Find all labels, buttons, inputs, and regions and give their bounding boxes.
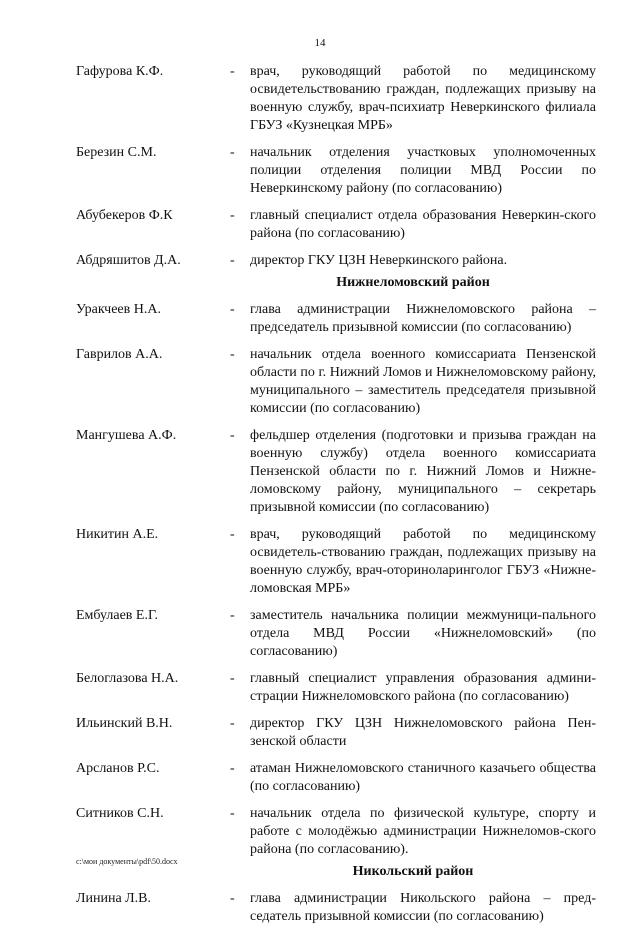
dash-separator: - [230, 64, 235, 79]
member-position: директор ГКУ ЦЗН Нижнеломовского района Пен-зенской области [250, 716, 596, 749]
member-name: Белоглазова Н.А. [76, 671, 179, 686]
dash-separator: - [230, 145, 235, 160]
member-name: Абдряшитов Д.А. [76, 253, 181, 268]
member-position: глава администрации Никольского района – пред-седатель призывной комиссии (по согласованию) [250, 891, 596, 924]
dash-separator: - [230, 527, 235, 542]
member-position: врач, руководящий работой по медицинскому освидетельствованию граждан, подлежащих призыву на военную службу, врач-психиатр Неверкинского филиала ГБУЗ «Кузнецкая МРБ» [250, 64, 596, 133]
member-name: Никитин А.Е. [76, 527, 159, 542]
member-name: Уракчеев Н.А. [76, 302, 161, 317]
member-position: главный специалист отдела образования Неверкин-ского района (по согласованию) [250, 208, 596, 241]
member-row [76, 890, 596, 926]
member-row [76, 252, 596, 270]
member-name: Гаврилов А.А. [76, 347, 163, 362]
commission-member-list [76, 63, 596, 935]
member-name: Гафурова К.Ф. [76, 64, 164, 79]
member-row [76, 607, 596, 661]
member-row [76, 526, 596, 598]
member-position: главный специалист управления образования админи-страции Нижнеломовского района (по согласованию) [250, 671, 596, 704]
dash-separator: - [230, 806, 235, 821]
page-number: 14 [314, 37, 326, 49]
member-row [76, 63, 596, 135]
dash-separator: - [230, 428, 235, 443]
member-row [76, 715, 596, 751]
member-row [76, 427, 596, 517]
member-name: Линина Л.В. [76, 891, 152, 906]
member-name: Абубекеров Ф.К [76, 208, 173, 223]
member-position: глава администрации Нижнеломовского района – председатель призывной комиссии (по согласованию) [250, 302, 596, 335]
member-row [76, 805, 596, 859]
member-position: начальник отделения участковых уполномоченных полиции отделения полиции МВД России по Неверкинскому району (по согласованию) [250, 145, 596, 196]
dash-separator: - [230, 716, 235, 731]
member-name: Ильинский В.Н. [76, 716, 173, 731]
member-row [76, 301, 596, 337]
dash-separator: - [230, 347, 235, 362]
member-position: начальник отдела военного комиссариата Пензенской области по г. Нижний Ломов и Нижнеломовскому району, муниципального – заместитель председателя призывной комиссии (по согласованию) [250, 347, 596, 416]
member-name: Березин С.М. [76, 145, 157, 160]
member-row [76, 207, 596, 243]
district-heading: Нижнеломовский район [336, 275, 490, 290]
member-position: фельдшер отделения (подготовки и призыва граждан на военную службу) отдела военного комиссариата Пензенской области по г. Нижний Ломов и Нижне-ломовскому району, муниципального – секретарь призывной комиссии (по согласованию) [250, 428, 596, 515]
dash-separator: - [230, 253, 235, 268]
dash-separator: - [230, 891, 235, 906]
member-row [76, 346, 596, 418]
dash-separator: - [230, 608, 235, 623]
member-row [76, 760, 596, 796]
footer-file-path: c:\мои документы\pdf\50.docx [76, 857, 178, 866]
member-name: Ситников С.Н. [76, 806, 164, 821]
dash-separator: - [230, 208, 235, 223]
member-position: директор ГКУ ЦЗН Неверкинского района. [250, 253, 508, 268]
member-row [76, 144, 596, 198]
member-row [76, 670, 596, 706]
district-heading: Никольский район [352, 864, 474, 879]
member-name: Арсланов Р.С. [76, 761, 160, 776]
dash-separator: - [230, 671, 235, 686]
member-position: врач, руководящий работой по медицинскому освидетель-ствованию граждан, подлежащих призыву на военную службу, врач-оториноларинголог ГБУЗ «Нижне-ломовская МРБ» [250, 527, 596, 596]
dash-separator: - [230, 302, 235, 317]
member-name: Ембулаев Е.Г. [76, 608, 158, 623]
member-position: начальник отдела по физической культуре, спорту и работе с молодёжью администрации Нижнеломов-ского района (по согласованию). [250, 806, 596, 857]
member-name: Мангушева А.Ф. [76, 428, 177, 443]
member-position: заместитель начальника полиции межмуници-пального отдела МВД России «Нижнеломовский» (по согласованию) [250, 608, 596, 659]
dash-separator: - [230, 761, 235, 776]
member-position: атаман Нижнеломовского станичного казачьего общества (по согласованию) [250, 761, 596, 794]
